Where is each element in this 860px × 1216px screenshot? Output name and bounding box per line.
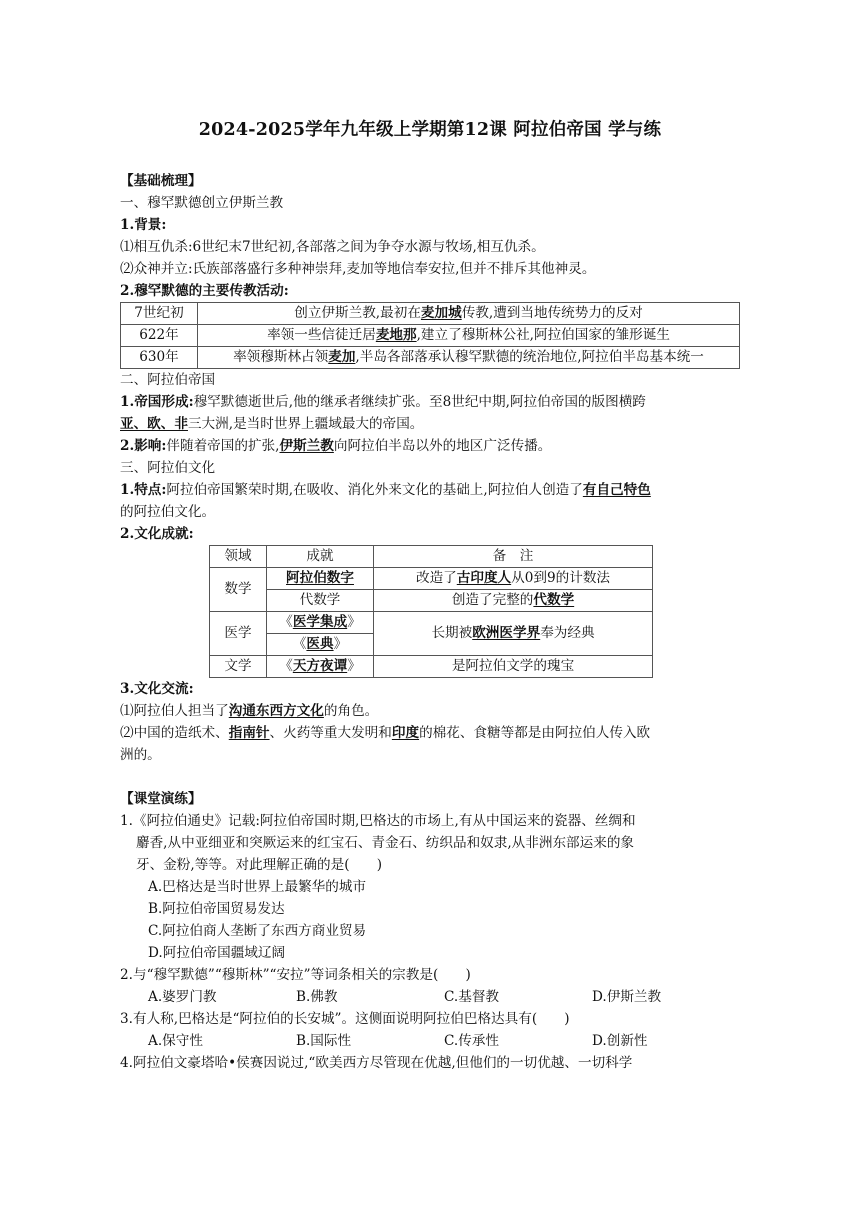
table-cell-achievement: 《天方夜谭》 [267, 656, 374, 678]
table-cell-field: 数学 [210, 568, 267, 612]
table-header: 领域 [210, 546, 267, 568]
question-2: 2.与“穆罕默德”“穆斯林”“安拉”等词条相关的宗教是( ) [120, 967, 471, 983]
answer-underline: 有自己特色 [582, 482, 651, 498]
table-cell-achievement: 《医典》 [267, 634, 374, 656]
question-3-options [120, 1030, 740, 1052]
option: A.保守性 [148, 1033, 203, 1049]
table-cell-note: 创造了完整的代数学 [374, 590, 653, 612]
question-1-option-a: A.巴格达是当时世界上最繁华的城市 [148, 879, 367, 895]
background-label: 1.背景: [120, 217, 167, 233]
table-cell-field: 医学 [210, 612, 267, 656]
table-cell-event: 率领穆斯林占领麦加,半岛各部落承认穆罕默德的统治地位,阿拉伯半岛基本统一 [198, 347, 740, 369]
exchange-point-1: ⑴阿拉伯人担当了沟通东西方文化的角色。 [120, 703, 379, 719]
question-1-option-d: D.阿拉伯帝国疆域辽阔 [148, 945, 286, 961]
question-1-line-1: 1.《阿拉伯通史》记载:阿拉伯帝国时期,巴格达的市场上,有从中国运来的瓷器、丝绸和 [120, 813, 636, 829]
table-row [210, 590, 653, 612]
table-cell-year: 7世纪初 [121, 303, 198, 325]
question-4: 4.阿拉伯文豪塔哈•侯赛因说过,“欧美西方尽管现在优越,但他们的一切优越、一切科学 [120, 1055, 633, 1071]
answer-underline: 麦加城 [420, 305, 462, 321]
exchange-point-2: ⑵中国的造纸术、指南针、火药等重大发明和印度的棉花、食糖等都是由阿拉伯人传入欧 [120, 725, 651, 741]
table-cell-event: 创立伊斯兰教,最初在麦加城传教,遭到当地传统势力的反对 [198, 303, 740, 325]
option: C.传承性 [444, 1033, 500, 1049]
table-row [121, 303, 740, 325]
option: D.创新性 [592, 1033, 648, 1049]
table-row [210, 656, 653, 678]
question-2-options [120, 986, 740, 1008]
table-cell-achievement: 《医学集成》 [267, 612, 374, 634]
exchange-point-2-cont: 洲的。 [120, 747, 161, 763]
document-title: 2024-2025学年九年级上学期第12课 阿拉伯帝国 学与练 [198, 120, 662, 140]
subsection-title-3: 三、阿拉伯文化 [120, 460, 216, 476]
table-row [210, 612, 653, 634]
option: B.国际性 [296, 1033, 352, 1049]
option: B.佛教 [296, 989, 338, 1005]
table-cell-field: 文学 [210, 656, 267, 678]
answer-underline: 麦地那 [375, 327, 417, 343]
exchange-label: 3.文化交流: [120, 681, 194, 697]
activities-label: 2.穆罕默德的主要传教活动: [120, 283, 289, 299]
activities-table [120, 302, 740, 369]
subsection-title-1: 一、穆罕默德创立伊斯兰教 [120, 195, 284, 211]
table-header: 备 注 [374, 546, 653, 568]
background-point-2: ⑵众神并立:氏族部落盛行多种神崇拜,麦加等地信奉安拉,但并不排斥其他神灵。 [120, 261, 596, 277]
subsection-title-2: 二、阿拉伯帝国 [120, 372, 216, 388]
answer-underline: 麦加 [328, 349, 356, 365]
table-row [121, 325, 740, 347]
answer-underline: 伊斯兰教 [279, 438, 334, 454]
table-cell-year: 630年 [121, 347, 198, 369]
table-row [121, 347, 740, 369]
empire-influence: 2.影响:伴随着帝国的扩张,伊斯兰教向阿拉伯半岛以外的地区广泛传播。 [120, 438, 552, 454]
question-1-line-3: 牙、金粉,等等。对此理解正确的是( ) [136, 857, 383, 873]
table-cell-note: 长期被欧洲医学界奉为经典 [374, 612, 653, 656]
background-point-1: ⑴相互仇杀:6世纪末7世纪初,各部落之间为争夺水源与牧场,相互仇杀。 [120, 239, 545, 255]
empire-formation-cont: 亚、欧、非三大洲,是当时世界上疆域最大的帝国。 [120, 416, 424, 432]
document-body [120, 170, 740, 1074]
option: D.伊斯兰教 [592, 989, 662, 1005]
table-header: 成就 [267, 546, 374, 568]
section-heading-basics: 【基础梳理】 [120, 173, 202, 189]
achievements-label: 2.文化成就: [120, 526, 194, 542]
question-1-line-2: 麝香,从中亚细亚和突厥运来的红宝石、青金石、纺织品和奴隶,从非洲东部运来的象 [136, 835, 635, 851]
culture-feature: 1.特点:阿拉伯帝国繁荣时期,在吸收、消化外来文化的基础上,阿拉伯人创造了有自己特色 [120, 482, 651, 498]
table-cell-year: 622年 [121, 325, 198, 347]
section-heading-practice: 【课堂演练】 [120, 791, 202, 807]
option: C.基督教 [444, 989, 500, 1005]
empire-formation: 1.帝国形成:穆罕默德逝世后,他的继承者继续扩张。至8世纪中期,阿拉伯帝国的版图横跨 [120, 394, 646, 410]
table-cell-note: 是阿拉伯文学的瑰宝 [374, 656, 653, 678]
table-row [210, 568, 653, 590]
table-cell-achievement: 代数学 [267, 590, 374, 612]
option: A.婆罗门教 [148, 989, 217, 1005]
question-1-option-b: B.阿拉伯帝国贸易发达 [148, 901, 285, 917]
question-3: 3.有人称,巴格达是“阿拉伯的长安城”。这侧面说明阿拉伯巴格达具有( ) [120, 1011, 570, 1027]
table-cell-note: 改造了古印度人从0到9的计数法 [374, 568, 653, 590]
achievements-table [209, 545, 653, 678]
table-cell-event: 率领一些信徒迁居麦地那,建立了穆斯林公社,阿拉伯国家的雏形诞生 [198, 325, 740, 347]
table-cell-achievement: 阿拉伯数字 [267, 568, 374, 590]
answer-underline: 亚、欧、非 [120, 416, 188, 432]
culture-feature-cont: 的阿拉伯文化。 [120, 504, 216, 520]
table-header-row [210, 546, 653, 568]
question-1-option-c: C.阿拉伯商人垄断了东西方商业贸易 [148, 923, 367, 939]
